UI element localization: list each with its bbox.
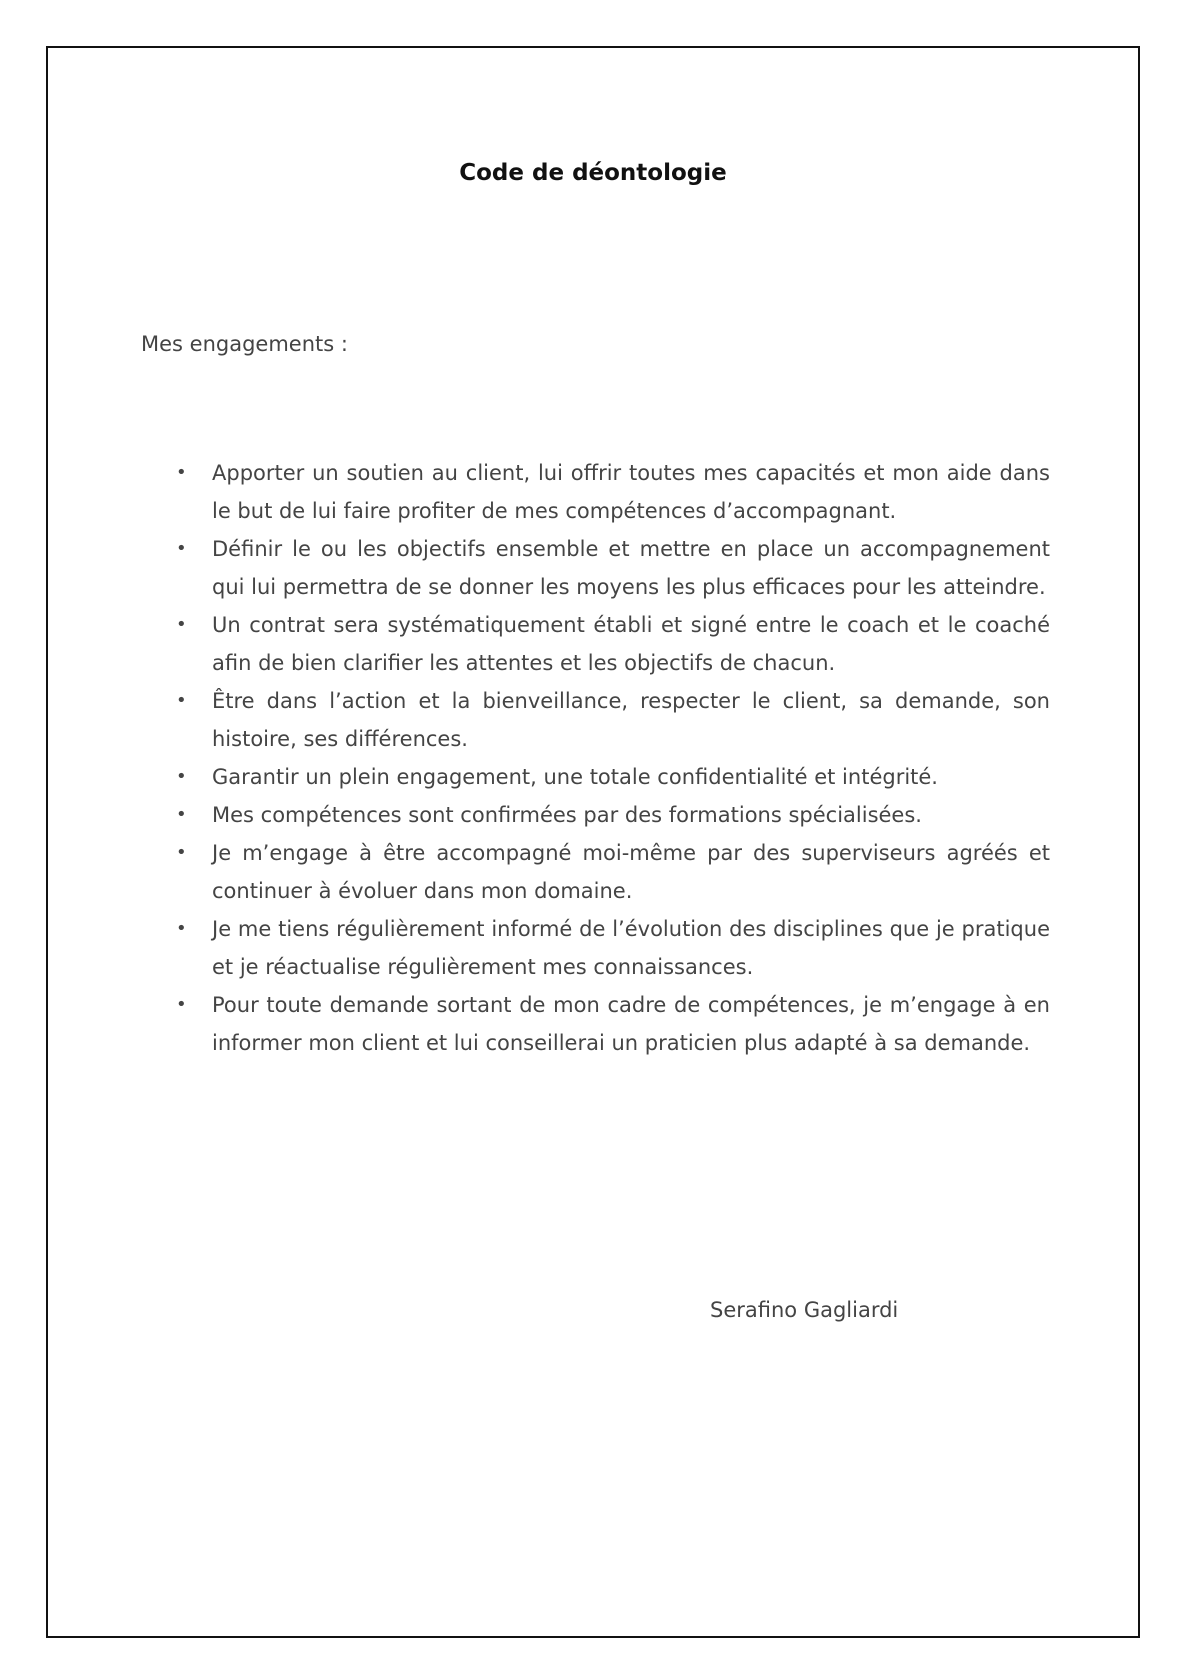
commitments-list	[176, 454, 1050, 1062]
list-item	[176, 682, 1050, 758]
list-item	[176, 606, 1050, 682]
bullet-icon: •	[176, 614, 187, 635]
list-item	[176, 454, 1050, 530]
list-item	[176, 986, 1050, 1062]
list-item	[176, 530, 1050, 606]
bullet-icon: •	[176, 690, 187, 711]
bullet-icon: •	[176, 804, 187, 825]
list-item	[176, 834, 1050, 910]
list-item-text: Définir le ou les objectifs ensemble et mettre en place un accompagnement qui lui permettra de se donner les moyens les plus efficaces pour les atteindre.	[212, 537, 1050, 599]
bullet-icon: •	[176, 766, 187, 787]
document-title: Code de déontologie	[459, 160, 727, 186]
list-item-text: Je m’engage à être accompagné moi-même par des superviseurs agréés et continuer à évoluer dans mon domaine.	[212, 841, 1050, 903]
list-item	[176, 910, 1050, 986]
list-item-text: Un contrat sera systématiquement établi et signé entre le coach et le coaché afin de bien clarifier les attentes et les objectifs de chacun.	[212, 613, 1050, 675]
list-item-text: Apporter un soutien au client, lui offrir toutes mes capacités et mon aide dans le but de lui faire profiter de mes compétences d’accompagnant.	[212, 461, 1050, 523]
list-item-text: Pour toute demande sortant de mon cadre de compétences, je m’engage à en informer mon client et lui conseillerai un praticien plus adapté à sa demande.	[212, 993, 1050, 1055]
bullet-icon: •	[176, 462, 187, 483]
list-item-text: Mes compétences sont confirmées par des formations spécialisées.	[212, 803, 922, 827]
list-item	[176, 758, 1050, 796]
signature-name: Serafino Gagliardi	[710, 1298, 899, 1322]
list-item-text: Garantir un plein engagement, une totale confidentialité et intégrité.	[212, 765, 938, 789]
bullet-icon: •	[176, 918, 187, 939]
bullet-icon: •	[176, 538, 187, 559]
bullet-icon: •	[176, 842, 187, 863]
list-item	[176, 796, 1050, 834]
bullet-icon: •	[176, 994, 187, 1015]
list-item-text: Être dans l’action et la bienveillance, respecter le client, sa demande, son histoire, ses différences.	[212, 689, 1050, 751]
intro-text: Mes engagements :	[141, 332, 348, 356]
list-item-text: Je me tiens régulièrement informé de l’évolution des disciplines que je pratique et je réactualise régulièrement mes connaissances.	[212, 917, 1050, 979]
